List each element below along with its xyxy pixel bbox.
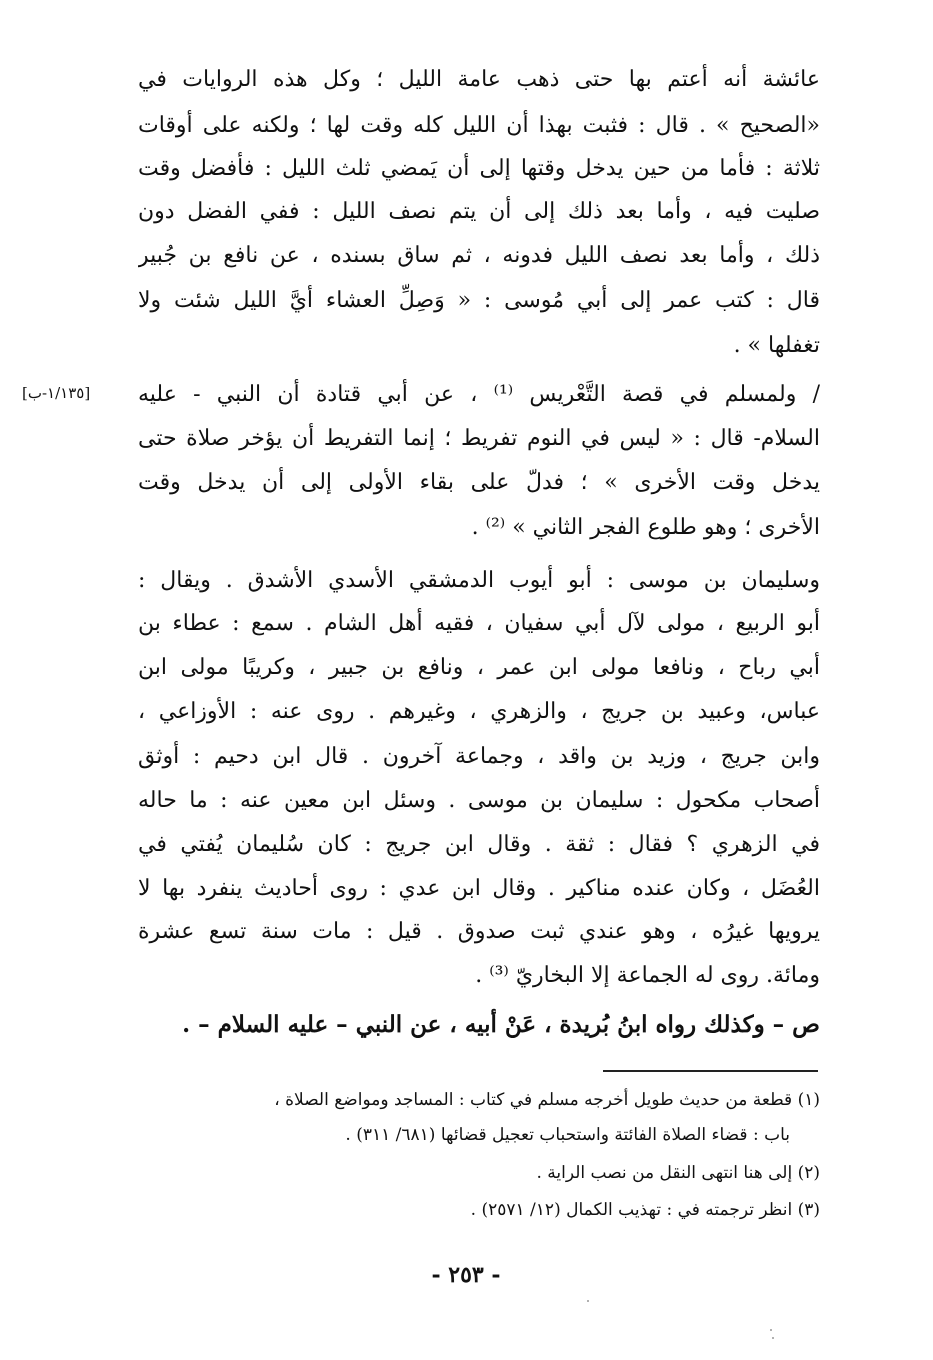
scan-speck — [587, 1300, 589, 1302]
page-number: - ٢٥٣ - — [431, 1262, 501, 1288]
footnote: (٢) إلى هنا انتهى النقل من نصب الراية . — [536, 1163, 820, 1183]
body-line: ثلاثة : فأما من حين يدخل وقتها إلى أن يَمضي ثلث الليل : فأفضل وقت — [138, 156, 820, 181]
body-line: يدخل وقت الأخرى » ؛ فدلّ على بقاء الأولى إلى أن يدخل وقت — [138, 470, 820, 495]
footnote: باب : قضاء الصلاة الفائتة واستحباب تعجيل قضائها (٦٨١/ ٣١١) . — [345, 1125, 790, 1145]
body-line: وابن جريج ، وزيد بن واقد ، وجماعة آخرون . قال ابن دحيم : أوثق — [138, 744, 820, 769]
scan-speck — [772, 1337, 774, 1339]
body-line: / ولمسلم في قصة التَّعْريس ⁽¹⁾ ، عن أبي قتادة أن النبي - عليه — [138, 382, 820, 407]
body-line: أبي رباح ، ونافعا مولى ابن عمر ، ونافع بن جبير ، وكريبًا مولى ابن — [138, 655, 820, 680]
scan-speck — [770, 1329, 772, 1331]
body-line: ذلك ، وأما بعد نصف الليل فدونه ، ثم ساق بسنده ، عن نافع بن جُبير — [138, 243, 820, 268]
quoted-text-line: ص – وكذلك رواه ابنُ بُريدة ، عَنْ أبيه ، عن النبي – عليه السلام – . — [182, 1011, 820, 1038]
body-line: أصحاب مكحول : سليمان بن موسى . وسئل ابن معين عنه : ما حاله — [138, 788, 820, 813]
footnote-separator — [603, 1070, 818, 1072]
body-line: وسليمان بن موسى : أبو أيوب الدمشقي الأسدي الأشدق . ويقال : — [138, 568, 820, 593]
body-line: يرويها غيرُه ، وهو عندي ثبت صدوق . قيل : مات سنة تسع عشرة — [138, 919, 820, 944]
body-line: عائشة أنه أعتم بها حتى ذهب عامة الليل ؛ وكل هذه الروايات في — [138, 67, 820, 92]
body-line: تغفلها » . — [733, 333, 820, 358]
body-line: عباس، وعبيد بن جريج ، والزهري ، وغيرهم . روى عنه : الأوزاعي ، — [138, 699, 820, 724]
body-line: أبو الربيع ، مولى لآل أبي سفيان ، فقيه أهل الشام . سمع : عطاء بن — [138, 611, 820, 636]
margin-note: [١/١٣٥-ب] — [22, 384, 91, 402]
body-line: الأخرى ؛ وهو طلوع الفجر الثاني » ⁽²⁾ . — [471, 515, 820, 540]
body-line: في الزهري ؟ فقال : ثقة . وقال ابن جريج : كان سُليمان يُفتي في — [138, 832, 820, 857]
body-line: «الصحيح » . قال : فثبت بهذا أن الليل كله وقت لها ؛ ولكنه على أوقات — [138, 113, 820, 138]
body-line: السلام- قال : « ليس في النوم تفريط ؛ إنما التفريط أن يؤخر صلاة حتى — [138, 426, 820, 451]
body-line: قال : كتب عمر إلى أبي مُوسى : « وَصِلِّ العشاء أيَّ الليل شئت ولا — [138, 288, 820, 313]
body-line: صليت فيه ، وأما بعد ذلك إلى أن يتم نصف الليل : ففي الفضل دون — [138, 199, 820, 224]
body-line: ومائة. روى له الجماعة إلا البخاريّ ⁽³⁾ . — [475, 963, 820, 988]
body-line: العُضَل ، وكان عنده مناكير . وقال ابن عدي : روى أحاديث ينفرد بها لا — [138, 876, 820, 901]
footnote: (٣) انظر ترجمته في : تهذيب الكمال (١٢/ ٢٥٧١) . — [470, 1200, 820, 1220]
footnote: (١) قطعة من حديث طويل أخرجه مسلم في كتاب : المساجد ومواضع الصلاة ، — [274, 1090, 820, 1110]
